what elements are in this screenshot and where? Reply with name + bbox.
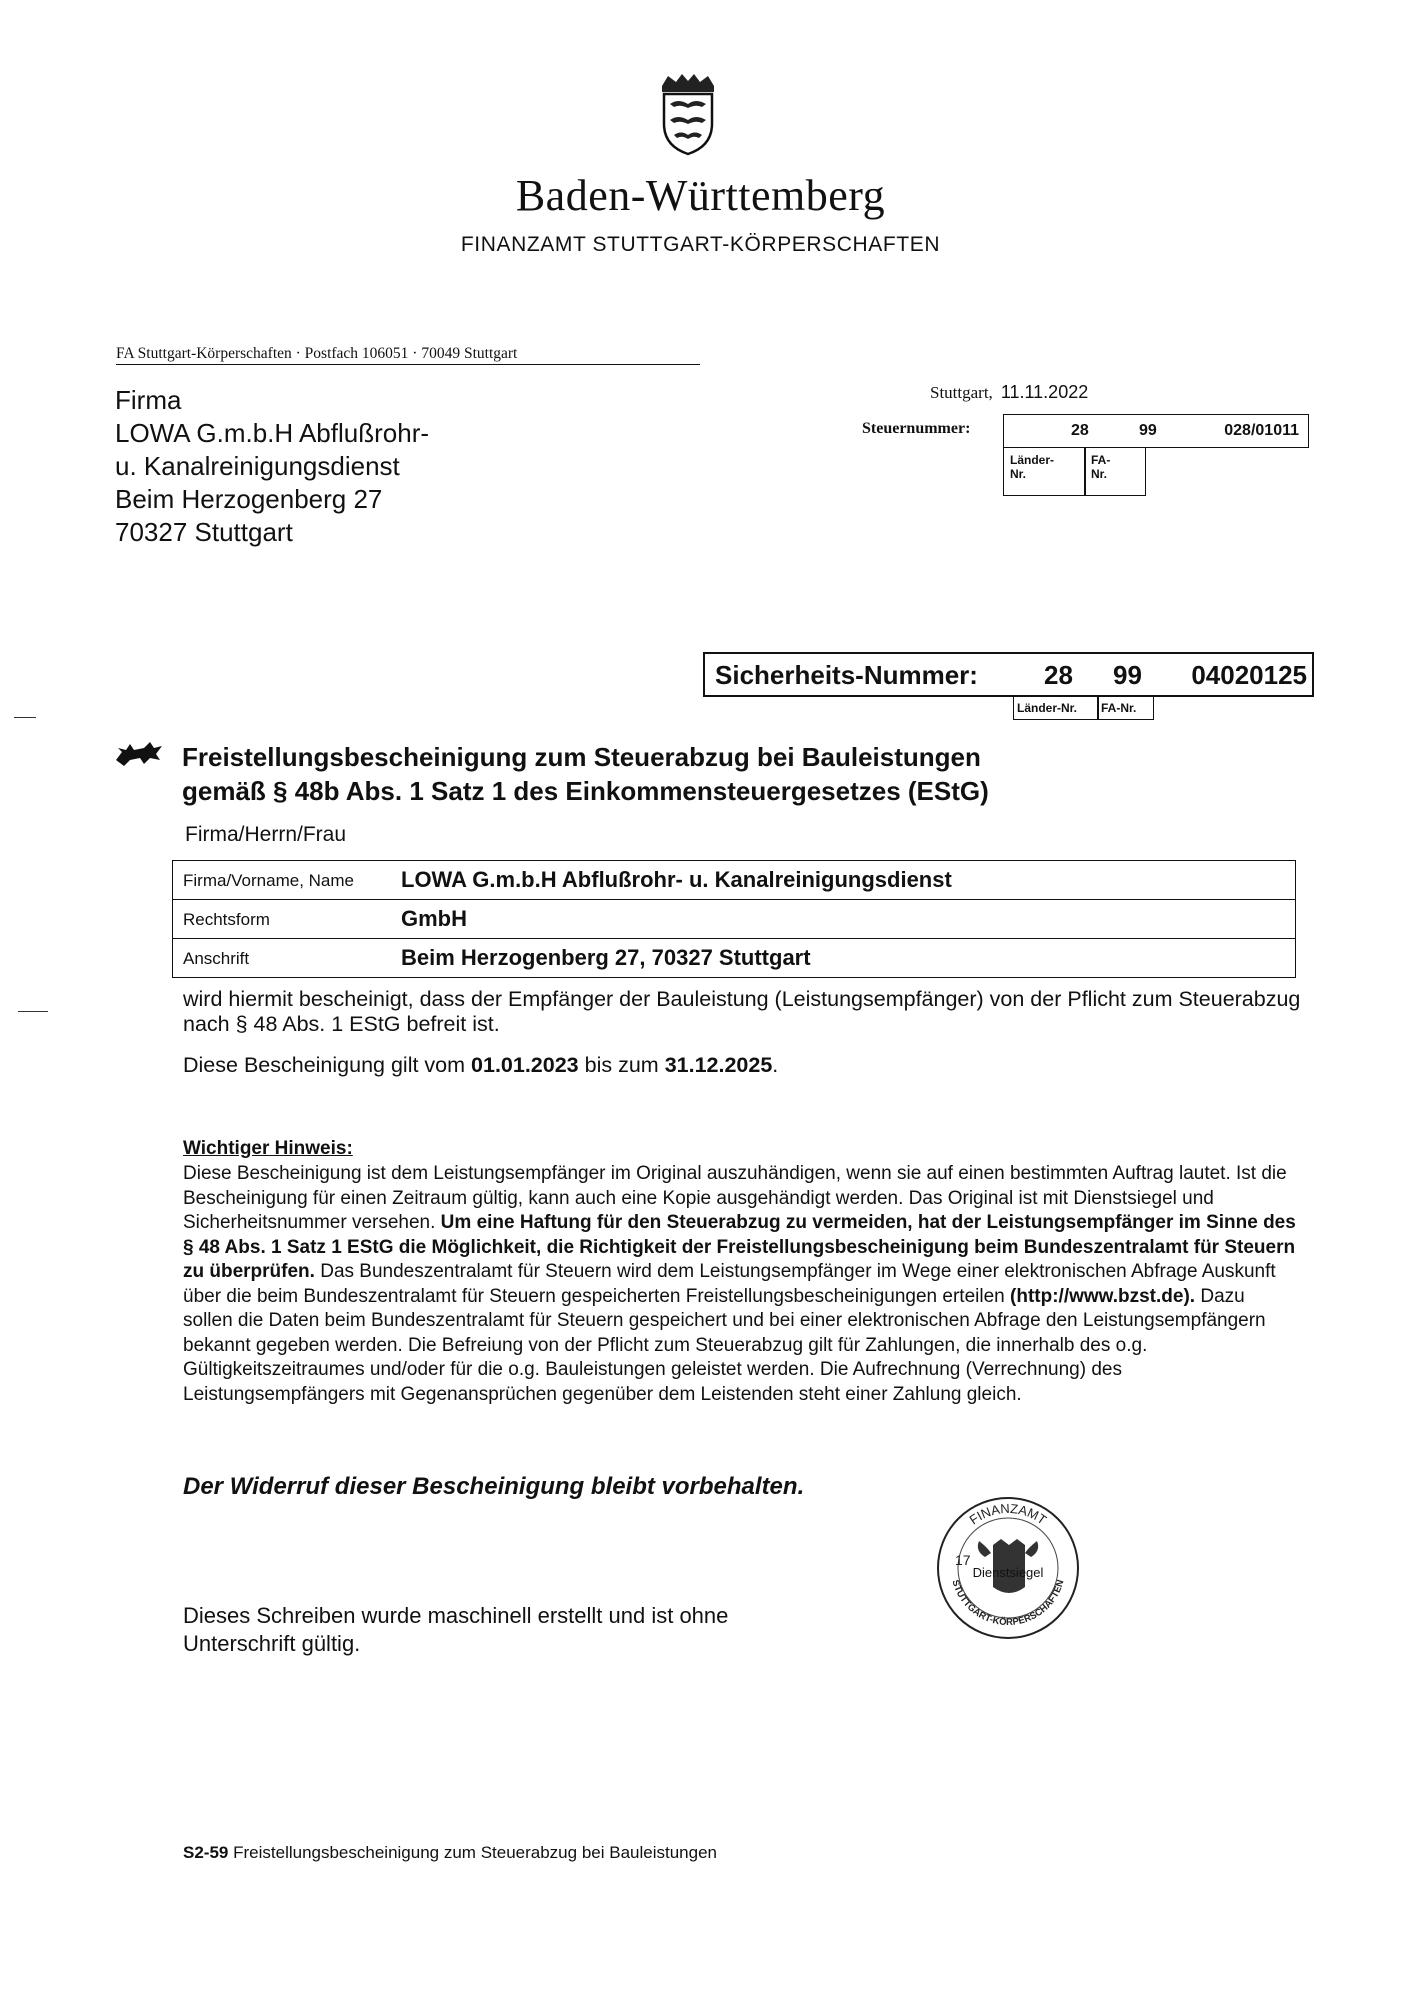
note-part: Dazu sollen die Daten beim Bundeszentralamt für Steuern gespeichert und bei einer elektronischen Abfrage den Leistungsempfängern bekannt gegeben werden. Die Befreiung von der Pflicht zum Steuerabzug gilt für Zahlungen, die innerhalb des o.g. Gültigkeitszeitraumes und/oder für die o.g. Bauleistungen geleistet werden. Die Aufrechnung (Verrechnung) des Leistungsempfängers mit Gegenansprüchen gegenüber dem Leistenden steht einer Zahlung gleich. <box>183 1285 1266 1405</box>
row-value: LOWA G.m.b.H Abflußrohr- u. Kanalreinigungsdienst <box>401 867 952 892</box>
seal-center-text: Dienstsiegel <box>972 1565 1044 1580</box>
tax-number-value: 028/01011 <box>1224 422 1299 439</box>
recipient-address <box>115 384 429 549</box>
tax-office-name: FINANZAMT STUTTGART-KÖRPERSCHAFTEN <box>460 233 941 256</box>
security-number-box <box>703 652 1314 697</box>
note-part: Das Bundeszentralamt für Steuern wird dem Leistungsempfänger im Wege einer elektronischen Abfrage Auskunft über die beim Bundeszentralamt für Steuern gespeicherten Freistellungsbescheinigungen erteilen <box>183 1261 1276 1307</box>
row-label: Firma/Vorname, Name <box>183 871 354 890</box>
recipient-line: Firma <box>115 385 182 415</box>
validity-period <box>183 1053 778 1078</box>
table-row <box>173 861 1295 900</box>
form-footer <box>183 1843 717 1863</box>
note-heading: Wichtiger Hinweis: <box>183 1138 353 1159</box>
note-link: (http://www.bzst.de). <box>1010 1285 1196 1307</box>
validity-to: 31.12.2025 <box>664 1053 773 1077</box>
table-row <box>173 939 1295 977</box>
form-code: S2-59 <box>183 1843 229 1862</box>
form-title: Freistellungsbescheinigung zum Steuerabzug bei Bauleistungen <box>233 1843 717 1862</box>
security-number-label: Sicherheits-Nummer: <box>715 660 978 690</box>
row-label: Anschrift <box>183 949 250 968</box>
title-line: gemäß § 48b Abs. 1 Satz 1 des Einkommensteuergesetzes (EStG) <box>182 776 989 806</box>
title-line: Freistellungsbescheinigung zum Steuerabzug bei Bauleistungen <box>182 742 981 772</box>
machine-generated-note: Dieses Schreiben wurde maschinell erstellt und ist ohne Unterschrift gültig. <box>183 1603 729 1656</box>
recipient-line: 70327 Stuttgart <box>115 517 293 547</box>
seal-top-text: FINANZAMT <box>966 1500 1050 1528</box>
validity-suffix: . <box>772 1053 779 1077</box>
official-seal <box>935 1495 1081 1641</box>
row-label: Rechtsform <box>183 910 270 929</box>
security-number-land: 28 <box>1044 660 1073 690</box>
date-line <box>930 382 1088 403</box>
recipient-info-table <box>172 860 1296 978</box>
tax-number-box <box>1003 414 1309 448</box>
seal-number: 17 <box>955 1552 971 1568</box>
tax-number-fa: 99 <box>1139 422 1157 439</box>
coat-of-arms-icon <box>656 72 720 156</box>
table-row <box>173 900 1295 939</box>
recipient-line: LOWA G.m.b.H Abflußrohr- <box>115 418 430 448</box>
fold-mark-top <box>14 717 36 718</box>
document-title <box>182 740 989 808</box>
lion-emblem-icon <box>114 738 164 768</box>
certification-text: wird hiermit bescheinigt, dass der Empfänger der Bauleistung (Leistungsempfänger) von der Pflicht zum Steuerabzug nach § 48 Abs. 1 EStG befreit ist. <box>183 987 1301 1036</box>
recipient-line: u. Kanalreinigungsdienst <box>115 451 400 481</box>
fold-mark-middle <box>18 1011 48 1012</box>
row-value: GmbH <box>401 906 467 931</box>
row-value: Beim Herzogenberg 27, 70327 Stuttgart <box>401 945 811 970</box>
security-number-value: 04020125 <box>1191 660 1307 690</box>
note-text <box>183 1162 1298 1407</box>
date: 11.11.2022 <box>1000 382 1089 402</box>
validity-from: 01.01.2023 <box>471 1053 579 1077</box>
recipient-line: Beim Herzogenberg 27 <box>115 484 383 514</box>
validity-prefix: Diese Bescheinigung gilt vom <box>183 1053 466 1077</box>
land-number-label: Länder- Nr. <box>1003 448 1086 496</box>
validity-middle: bis zum <box>584 1053 659 1077</box>
return-address: FA Stuttgart-Körperschaften · Postfach 106051 · 70049 Stuttgart <box>116 345 700 365</box>
place: Stuttgart, <box>930 383 993 402</box>
revocation-notice: Der Widerruf dieser Bescheinigung bleibt vorbehalten. <box>183 1473 805 1500</box>
tax-number-label: Steuernummer: <box>862 420 971 437</box>
seal-bottom-text: STUTTGART-KÖRPERSCHAFTEN <box>949 1578 1067 1629</box>
security-number-fa: 99 <box>1113 660 1142 690</box>
note-bold: Um eine Haftung für den Steuerabzug zu vermeiden, hat der Leistungsempfänger im Sinne des § 48 Abs. 1 Satz 1 EStG die Möglichkeit, die Richtigkeit der Freistellungsbescheinigung beim Bundeszentralamt für Steuern zu überprüfen. <box>183 1212 1296 1282</box>
salutation-label: Firma/Herrn/Frau <box>185 823 347 846</box>
fa-number-label: FA- Nr. <box>1084 448 1146 496</box>
state-name: Baden-Württemberg <box>515 171 886 220</box>
note-part: Diese Bescheinigung ist dem Leistungsempfänger im Original auszuhändigen, wenn sie auf einen bestimmten Auftrag lautet. Ist die Bescheinigung für einen Zeitraum gültig, kann auch eine Kopie ausgehändigt werden. Das Original ist mit Dienstsiegel und Sicherheitsnummer versehen. <box>183 1163 1287 1233</box>
fa-number-label: FA-Nr. <box>1097 697 1154 720</box>
land-number-label: Länder-Nr. <box>1013 697 1099 720</box>
tax-number-land: 28 <box>1071 422 1089 439</box>
